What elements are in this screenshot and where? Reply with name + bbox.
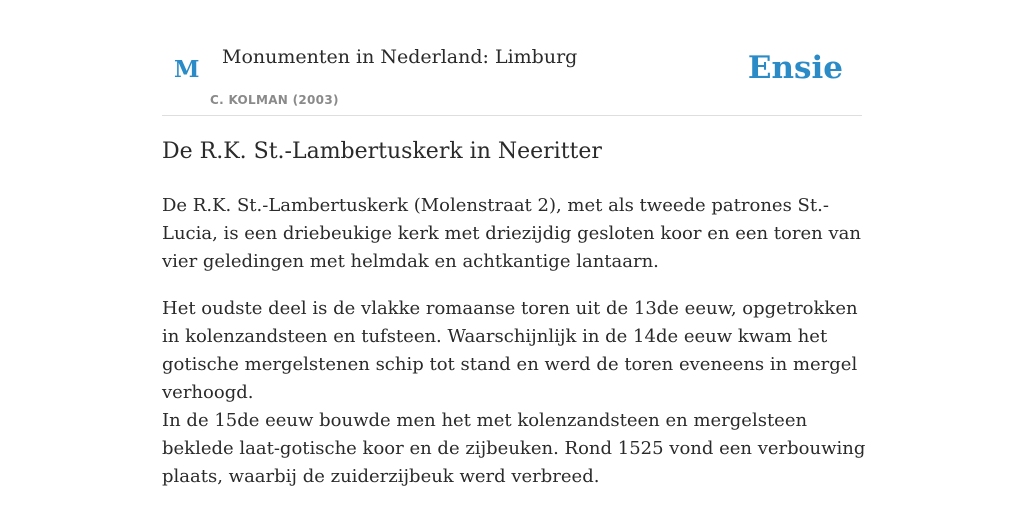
article-paragraph: Het oudste deel is de vlakke romaanse toren uit de 13de eeuw, opgetrokken in kolenzandsteen en tufsteen. Waarschijnlijk in de 14de eeuw kwam het gotische mergelstenen schip tot stand en werd de toren eveneens in mergel verhoogd. bbox=[162, 298, 858, 403]
book-logo[interactable]: M bbox=[174, 56, 200, 83]
article-paragraph: In de 15de eeuw bouwde men het met kolenzandsteen en mergelsteen beklede laat-gotische koor en de zijbeuken. Rond 1525 vond een verbouwing plaats, waarbij de zuiderzijbeuk werd verbreed. bbox=[162, 410, 866, 487]
book-title[interactable]: Monumenten in Nederland: Limburg bbox=[222, 46, 578, 68]
author-line: C. KOLMAN (2003) bbox=[210, 93, 339, 107]
page-header bbox=[162, 0, 862, 116]
ensie-logo[interactable]: Ensie bbox=[747, 50, 843, 86]
article-paragraph: De R.K. St.-Lambertuskerk (Molenstraat 2), met als tweede patrones St.-Lucia, is een driebeukige kerk met driezijdig gesloten koor en een toren van vier geledingen met helmdak en achtkantige lantaarn. bbox=[162, 195, 861, 272]
article-title: De R.K. St.-Lambertuskerk in Neeritter bbox=[162, 139, 602, 164]
